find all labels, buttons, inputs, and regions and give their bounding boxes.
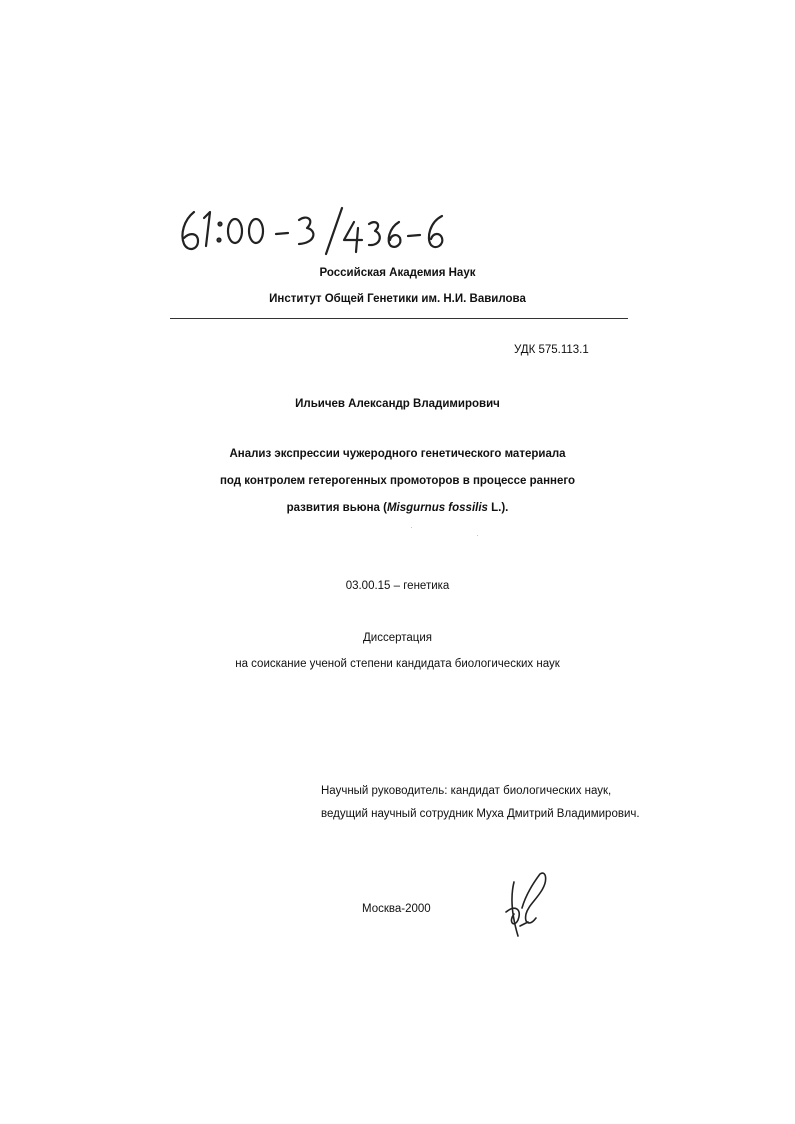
thesis-type: Диссертация [362,632,433,644]
specialty-code: 03.00.15 – генетика [345,580,450,592]
academy-name: Российская Академия Наук [319,267,476,279]
udk-code: УДК 575.113.1 [514,344,589,356]
title-line-3-prefix: развития вьюна ( [286,502,387,514]
handwritten-signature [500,868,560,942]
title-line-3-suffix: L.). [487,502,509,514]
scan-speck: · [476,530,479,540]
handwritten-archive-number [176,198,456,260]
scan-speck: · [410,522,413,532]
thesis-degree: на соискание ученой степени кандидата биологических наук [235,658,560,670]
author-name: Ильичев Александр Владимирович [295,398,500,410]
supervisor-line-1: Научный руководитель: кандидат биологических наук, [321,785,612,797]
city-year: Москва-2000 [362,903,431,915]
title-line-1: Анализ экспрессии чужеродного генетического материала [229,448,566,460]
title-line-3 [0,501,795,515]
title-line-2: под контролем гетерогенных промоторов в процессе раннего [219,475,576,487]
supervisor-line-2: ведущий научный сотрудник Муха Дмитрий Владимирович. [321,808,640,820]
institute-name: Институт Общей Генетики им. Н.И. Вавилова [269,293,526,305]
header-divider [170,318,628,319]
species-name: Misgurnus fossilis [386,502,488,514]
